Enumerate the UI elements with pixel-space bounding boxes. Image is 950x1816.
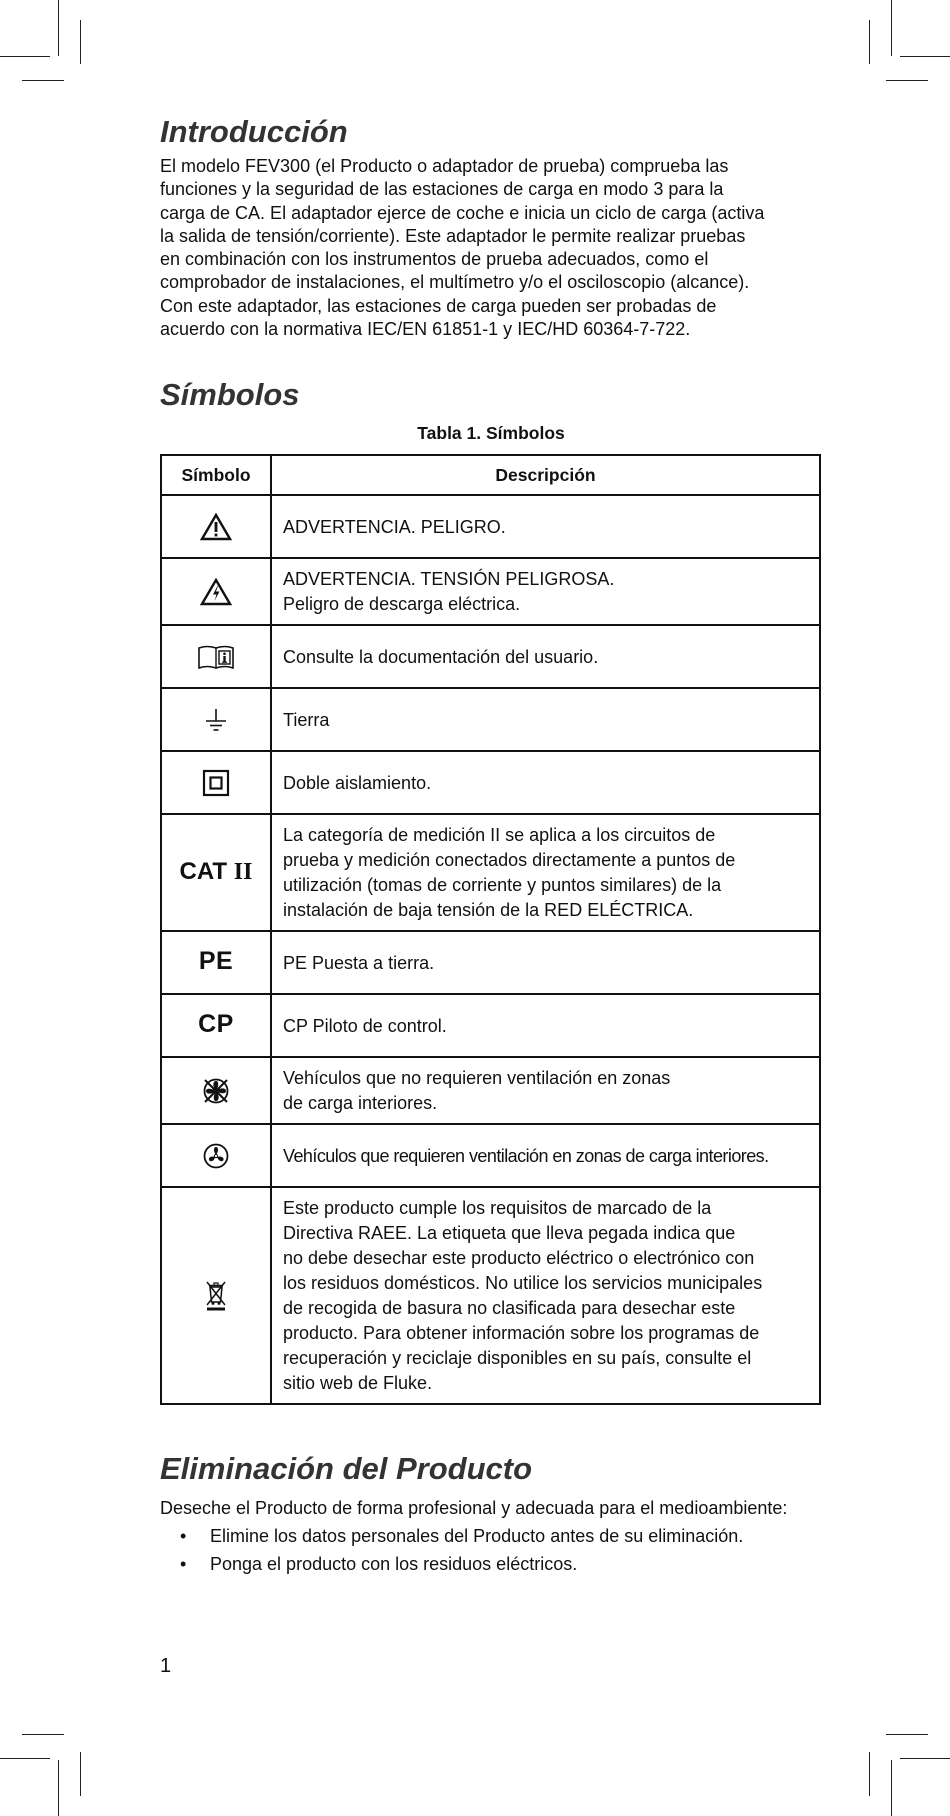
crop-mark	[0, 1758, 50, 1759]
col-header-symbol: Símbolo	[161, 455, 271, 495]
crop-mark	[900, 1758, 950, 1759]
description-line: utilización (tomas de corriente y puntos similares) de la	[283, 875, 722, 896]
table-row	[161, 814, 820, 931]
table-row	[161, 751, 820, 814]
intro-paragraph	[160, 155, 822, 341]
list-item: • Elimine los datos personales del Producto antes de su eliminación.	[180, 1526, 744, 1547]
page-content	[160, 112, 822, 1580]
intro-heading: Introducción	[160, 114, 348, 149]
description-line: La categoría de medición II se aplica a los circuitos de	[283, 825, 716, 846]
description-line: instalación de baja tensión de la RED ELÉCTRICA.	[283, 900, 694, 921]
description-line: producto. Para obtener información sobre los programas de	[283, 1323, 760, 1344]
voltage-warning-icon	[162, 578, 270, 606]
description-line: prueba y medición conectados directamente a puntos de	[283, 850, 736, 871]
description-line: ADVERTENCIA. PELIGRO.	[283, 516, 506, 537]
description-line: Doble aislamiento.	[283, 772, 432, 793]
warning-triangle-icon	[162, 513, 270, 541]
description-line: Peligro de descarga eléctrica.	[283, 594, 521, 615]
crop-mark	[886, 80, 928, 81]
table-row	[161, 495, 820, 558]
disposal-list	[160, 1524, 822, 1576]
crop-mark	[869, 20, 870, 64]
intro-line: carga de CA. El adaptador ejerce de coche e inicia un ciclo de carga (activa	[160, 202, 765, 223]
crop-mark	[900, 56, 950, 57]
crop-mark	[80, 1752, 81, 1796]
bullet-marker: •	[180, 1554, 187, 1575]
crop-mark	[22, 1734, 64, 1735]
description-line: recuperación y reciclaje disponibles en su país, consulte el	[283, 1348, 752, 1369]
table-caption: Tabla 1. Símbolos	[417, 423, 565, 444]
table-row	[161, 688, 820, 751]
crop-mark	[869, 1752, 870, 1796]
intro-line: la salida de tensión/corriente). Este adaptador le permite realizar pruebas	[160, 225, 746, 246]
description-line: Tierra	[283, 709, 330, 730]
pe-label: PE	[198, 947, 234, 976]
crop-mark	[0, 56, 50, 57]
intro-line: acuerdo con la normativa IEC/EN 61851-1 y IEC/HD 60364-7-722.	[160, 319, 691, 340]
disposal-intro: Deseche el Producto de forma profesional y adecuada para el medioambiente:	[160, 1498, 788, 1519]
symbols-table	[160, 454, 821, 1405]
intro-line: en combinación con los instrumentos de prueba adecuados, como el	[160, 249, 709, 270]
description-line: Este producto cumple los requisitos de marcado de la	[283, 1198, 712, 1219]
table-row	[161, 1057, 820, 1124]
page-number: 1	[160, 1655, 172, 1677]
description-line: de recogida de basura no clasificada para desechar este	[283, 1298, 736, 1319]
user-manual-icon	[162, 644, 270, 670]
table-row	[161, 558, 820, 625]
table-header-row	[161, 455, 820, 495]
description-line: de carga interiores.	[283, 1093, 438, 1114]
description-line: Consulte la documentación del usuario.	[283, 646, 599, 667]
crop-mark	[80, 20, 81, 64]
crop-mark	[22, 80, 64, 81]
table-row	[161, 1124, 820, 1187]
symbols-heading: Símbolos	[160, 377, 300, 413]
table-row	[161, 994, 820, 1057]
description-line: Vehículos que requieren ventilación en zonas de carga interiores.	[283, 1145, 769, 1166]
intro-line: funciones y la seguridad de las estaciones de carga en modo 3 para la	[160, 179, 724, 200]
description-line: CP Piloto de control.	[283, 1015, 447, 1036]
intro-line: El modelo FEV300 (el Producto o adaptador de prueba) comprueba las	[160, 156, 729, 176]
weee-bin-icon	[162, 1280, 270, 1312]
crop-mark	[886, 1734, 928, 1735]
crop-mark	[891, 0, 892, 56]
cat-ii-label: CAT II	[179, 858, 253, 886]
crop-mark	[58, 1760, 59, 1816]
description-line: ADVERTENCIA. TENSIÓN PELIGROSA.	[283, 569, 615, 590]
cp-label: CP	[198, 1010, 234, 1039]
col-header-description: Descripción	[271, 455, 820, 495]
table-row	[161, 931, 820, 994]
intro-line: Con este adaptador, las estaciones de carga pueden ser probadas de	[160, 295, 717, 316]
bullet-marker: •	[180, 1526, 187, 1547]
double-insulation-icon	[162, 769, 270, 797]
crop-mark	[891, 1760, 892, 1816]
ventilation-fan-icon	[162, 1142, 270, 1170]
description-line: Directiva RAEE. La etiqueta que lleva pegada indica que	[283, 1223, 736, 1244]
description-line: los residuos domésticos. No utilice los servicios municipales	[283, 1273, 763, 1294]
disposal-heading: Eliminación del Producto	[160, 1451, 533, 1487]
description-line: sitio web de Fluke.	[283, 1373, 433, 1394]
description-line: no debe desechar este producto eléctrico o electrónico con	[283, 1248, 755, 1269]
list-item: • Ponga el producto con los residuos eléctricos.	[180, 1554, 578, 1575]
table-row	[161, 625, 820, 688]
description-line: Vehículos que no requieren ventilación en zonas	[283, 1068, 671, 1089]
no-ventilation-icon	[162, 1077, 270, 1105]
intro-line: comprobador de instalaciones, el multímetro y/o el osciloscopio (alcance).	[160, 272, 750, 293]
description-line: PE Puesta a tierra.	[283, 952, 435, 973]
crop-mark	[58, 0, 59, 56]
table-row	[161, 1187, 820, 1404]
ground-icon	[162, 707, 270, 733]
